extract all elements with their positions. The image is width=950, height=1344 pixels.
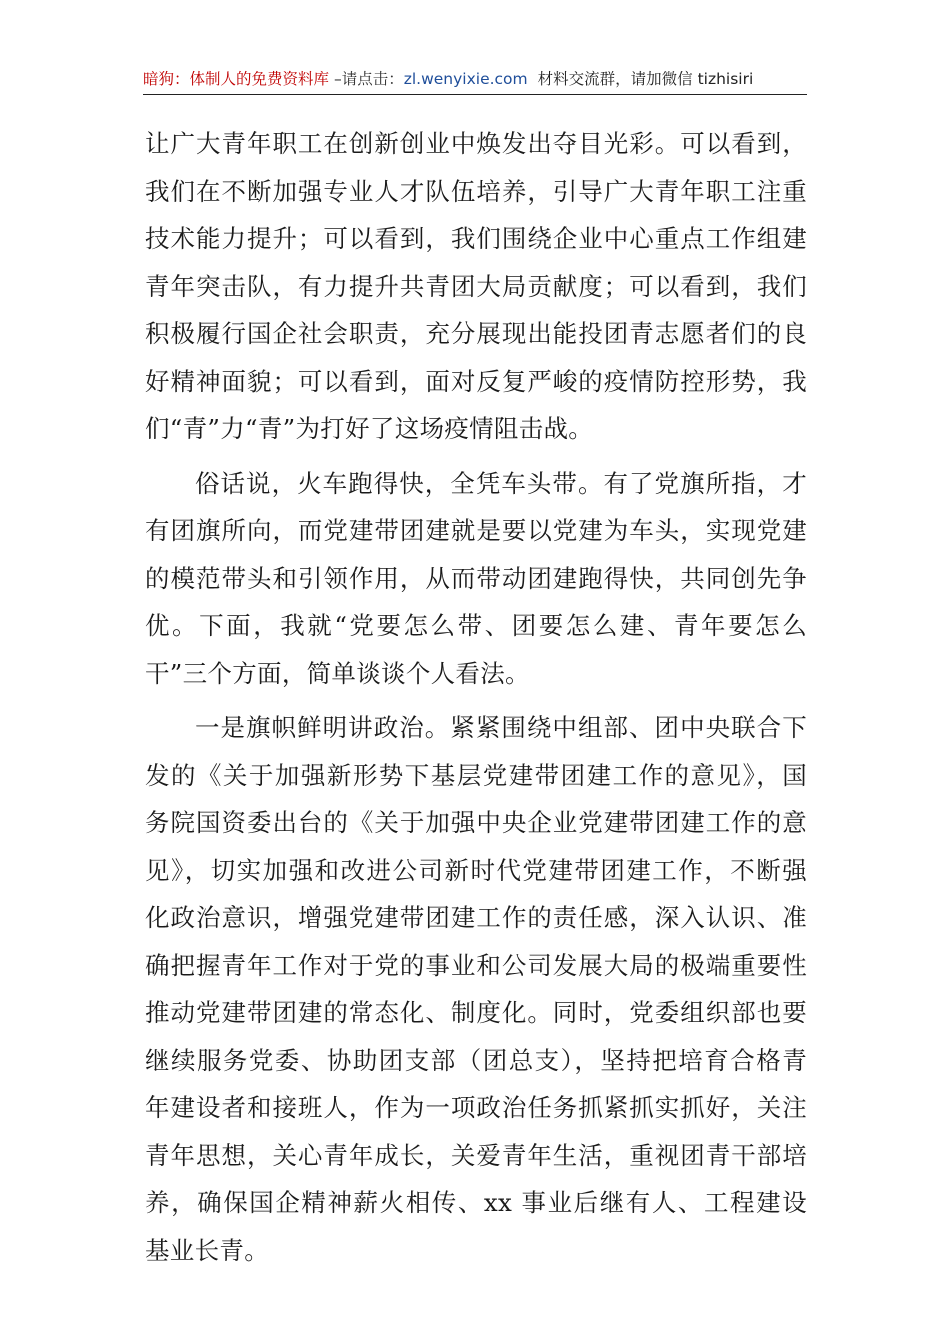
text-line: 一是旗帜鲜明讲政治。紧紧围绕中组部、团中央联合下 — [195, 713, 807, 742]
paragraph-1 — [145, 120, 807, 453]
paragraph-2 — [145, 460, 807, 698]
paragraph-3 — [145, 704, 807, 1274]
text-line: 优。下面，我就“党要怎么带、团要怎么建、青年要怎么 — [145, 611, 807, 640]
text-line: 我们在不断加强专业人才队伍培养，引导广大青年职工注重 — [145, 176, 807, 206]
page-header — [143, 64, 807, 95]
text-line: 技术能力提升；可以看到，我们围绕企业中心重点工作组建 — [145, 224, 807, 253]
text-line: 让广大青年职工在创新创业中焕发出夺目光彩。可以看到， — [145, 129, 807, 158]
document-body — [145, 120, 807, 1274]
header-link[interactable]: zl.wenyixie.com — [403, 70, 528, 88]
header-click-prefix: –请点击： — [329, 70, 404, 88]
header-brand: 暗狗：体制人的免费资料库 — [143, 70, 330, 88]
text-line: 的模范带头和引领作用，从而带动团建跑得快，共同创先争 — [145, 563, 807, 593]
text-line: 有团旗所向，而党建带团建就是要以党建为车头，实现党建 — [145, 516, 807, 545]
text-line: 好精神面貌；可以看到，面对反复严峻的疫情防控形势，我 — [145, 366, 807, 396]
text-line: 务院国资委出台的《关于加强中央企业党建带团建工作的意 — [145, 808, 807, 837]
text-line: 发的《关于加强新形势下基层党建带团建工作的意见》，国 — [145, 760, 807, 790]
text-line: 年建设者和接班人，作为一项政治任务抓紧抓实抓好，关注 — [145, 1093, 807, 1122]
header-wechat-note: 材料交流群，请加微信 tizhisiri — [537, 70, 754, 88]
text-line: 基业长青。 — [145, 1235, 269, 1265]
text-line: 化政治意识，增强党建带团建工作的责任感，深入认识、准 — [145, 903, 807, 932]
text-line: 青年思想，关心青年成长，关爱青年生活，重视团青干部培 — [145, 1140, 807, 1170]
text-line: 继续服务党委、协助团支部（团总支），坚持把培育合格青 — [145, 1045, 807, 1075]
text-line: 干”三个方面，简单谈谈个人看法。 — [145, 658, 530, 688]
text-line: 积极履行国企社会职责，充分展现出能投团青志愿者们的良 — [145, 319, 807, 348]
text-line: 俗话说，火车跑得快，全凭车头带。有了党旗所指，才 — [195, 468, 807, 498]
text-line: 养，确保国企精神薪火相传、xx 事业后继有人、工程建设 — [145, 1188, 807, 1217]
text-line: 确把握青年工作对于党的事业和公司发展大局的极端重要性 — [145, 950, 807, 980]
text-line: 见》，切实加强和改进公司新时代党建带团建工作，不断强 — [145, 855, 807, 885]
text-line: 们“青”力“青”为打好了这场疫情阻击战。 — [145, 414, 594, 443]
text-line: 推动党建带团建的常态化、制度化。同时，党委组织部也要 — [145, 998, 807, 1027]
text-line: 青年突击队，有力提升共青团大局贡献度；可以看到，我们 — [145, 271, 807, 301]
